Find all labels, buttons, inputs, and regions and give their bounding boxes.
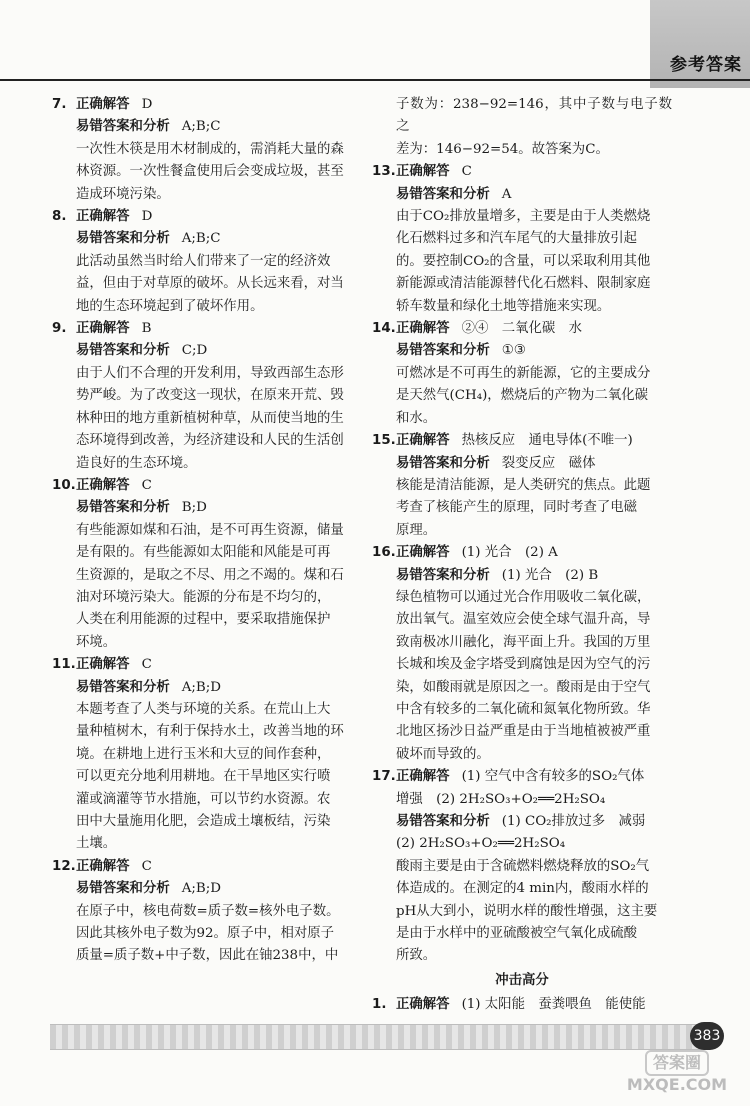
analysis-line: 长城和埃及金字塔受到腐蚀是因为空气的污 [396,657,651,673]
analysis-line: 灌或滴灌等节水措施，可以节约水资源。农 [76,791,331,807]
analysis-line: 林种田的地方重新植树种草，从而使当地的生 [76,410,344,426]
wrong-line [52,497,352,519]
analysis-line: 是有限的。有些能源如太阳能和风能是可再 [76,545,331,561]
page-number: 383 [690,1022,724,1050]
analysis-line: 林资源。一次性餐盒使用后会变成垃圾，甚至 [76,164,344,180]
wrong-line [372,565,672,587]
wrong-line [52,116,352,138]
analysis-line: 和水。 [396,410,437,426]
section-title: 冲击高分 [495,972,549,988]
item-number: 9. [52,321,67,337]
wrong-label: 易错答案和分析 [76,679,170,695]
analysis-line: 量种植树木，有利于保持水土，改善当地的环 [76,724,344,740]
answer-item [52,318,352,475]
correct-label: 正确解答 [76,477,130,493]
correct-answer: B [141,321,152,337]
item-number: 13. [372,164,396,180]
analysis-line: 差为：146−92=54。故答案为C。 [396,141,609,157]
wrong-answer: (1) CO₂排放过多 减弱 [501,814,646,829]
item-number: 8. [52,209,67,225]
analysis-line: 由于人们不合理的开发利用，导致西部生态形 [76,365,344,381]
analysis-line: 由于CO₂排放量增多，主要是由于人类燃烧 [396,209,651,225]
correct-answer: D [141,97,153,112]
analysis-line: 放出氧气。温室效应会使全球气温升高，导 [396,612,651,628]
wrong-line [52,878,352,900]
correct-answer: (1) 太阳能 蚕粪喂鱼 能使能 [461,997,646,1013]
wrong-answer-cont: (2) 2H₂SO₃+O₂══2H₂SO₄ [396,836,566,852]
analysis-line: 环境。 [76,634,117,650]
analysis-line: 地的生态环境起到了破坏作用。 [76,298,264,314]
analysis-line: 中含有较多的二氧化硫和氮氧化物所致。华 [396,701,651,717]
analysis-line: 化石燃料过多和汽车尾气的大量排放引起 [396,231,638,247]
correct-answer: (1) 光合 (2) A [461,545,558,561]
correct-label: 正确解答 [396,433,450,449]
wrong-answer: C;D [181,343,208,359]
analysis-line: 新能源或清洁能源替代化石燃料、限制家庭 [396,276,651,292]
wrong-line [372,340,672,362]
correct-answer-cont: 增强 (2) 2H₂SO₃+O₂══2H₂SO₄ [396,791,606,807]
analysis-line: 本题考查了人类与环境的关系。在荒山上大 [76,701,331,717]
correct-label: 正确解答 [76,209,130,225]
analysis-line: 北地区扬沙日益严重是由于当地植被被严重 [396,724,651,740]
analysis-line: 田中大量施用化肥，会造成土壤板结，污染 [76,814,331,829]
analysis-line: 益，但由于对草原的破坏。从长远来看，对当 [76,276,344,292]
correct-line [52,475,352,497]
analysis-line: 酸雨主要是由于含硫燃料燃烧释放的SO₂气 [396,858,650,874]
watermark-logo [612,1050,742,1100]
answer-item [52,94,352,206]
correct-line [372,161,672,183]
analysis-line: pH从大到小，说明水样的酸性增强，这主要 [396,903,658,919]
analysis-line: 人类在利用能源的过程中，要采取措施保护 [76,612,331,628]
analysis-line: 原理。 [396,522,437,538]
analysis-line: 绿色植物可以通过光合作用吸收二氧化碳， [396,589,651,605]
wrong-line [52,228,352,250]
correct-label: 正确解答 [396,321,450,337]
wrong-label: 易错答案和分析 [396,455,490,471]
correct-line [52,94,352,116]
analysis-line: 态环境得到改善，为经济建设和人民的生活创 [76,433,344,449]
wrong-line [52,677,352,699]
wrong-answer: ①③ [501,343,526,359]
analysis-line: 此活动虽然当时给人们带来了一定的经济效 [76,253,331,269]
analysis-line: 轿车数量和绿化土地等措施来实现。 [396,298,611,314]
correct-answer: C [141,858,152,874]
wrong-label: 易错答案和分析 [76,343,170,359]
correct-line [52,654,352,676]
correct-line [372,766,672,788]
wrong-line [372,184,672,206]
wrong-answer: A;B;D [181,679,222,695]
item-number: 10. [52,477,76,493]
correct-answer: C [141,477,152,493]
wrong-answer: B;D [181,500,207,516]
item-number: 17. [372,769,396,785]
analysis-line: 境。在耕地上进行玉米和大豆的间作套种， [76,746,331,762]
analysis-line: 所致。 [396,948,437,964]
correct-line [52,856,352,878]
analysis-line: 质量=质子数+中子数，因此在铀238中，中 [76,948,339,964]
answer-item [372,318,672,430]
correct-answer: (1) 空气中含有较多的SO₂气体 [461,769,645,785]
wrong-label: 易错答案和分析 [396,343,490,359]
analysis-line: 破坏而导致的。 [396,746,490,762]
wrong-label: 易错答案和分析 [396,567,490,583]
item-number: 14. [372,321,396,337]
analysis-line: 势严峻。为了改变这一现状，在原来开荒、毁 [76,388,344,404]
analysis-line: 子数为：238−92=146，其中子数与电子数之 [396,97,672,135]
watermark-line1: 答案圈 [645,1050,709,1076]
item-number: 16. [372,545,396,561]
wrong-label: 易错答案和分析 [76,881,170,897]
analysis-line: 的。要控制CO₂的含量，可以采取利用其他 [396,253,651,269]
analysis-line: 在原子中，核电荷数=质子数=核外电子数。 [76,903,340,919]
wrong-answer: A [501,186,512,202]
answer-item [372,430,672,542]
correct-label: 正确解答 [396,769,450,785]
correct-label: 正确解答 [396,164,450,180]
answer-item [372,766,672,968]
analysis-line: 土壤。 [76,836,117,852]
footer-band [50,1024,710,1050]
analysis-line: 致南极冰川融化，海平面上升。我国的万里 [396,634,651,650]
correct-answer: 热核反应 通电导体(不唯一) [461,433,633,449]
watermark-line2: MXQE.COM [626,1075,728,1094]
wrong-answer: A;B;C [181,119,221,135]
item-number: 11. [52,657,76,673]
correct-label: 正确解答 [76,858,130,874]
correct-label: 正确解答 [396,545,450,561]
wrong-label: 易错答案和分析 [76,500,170,516]
correct-answer: D [141,209,153,225]
analysis-line: 油对环境污染大。能源的分布是不均匀的， [76,589,331,605]
answer-item [52,856,352,968]
analysis-line: 考查了核能产生的原理，同时考查了电磁 [396,500,638,516]
wrong-label: 易错答案和分析 [76,231,170,247]
item-number: 1. [372,997,387,1013]
answer-item [372,161,672,318]
analysis-line: 是由于水样中的亚硫酸被空气氧化成硫酸 [396,926,638,942]
item-number: 12. [52,858,76,874]
analysis-line: 有些能源如煤和石油，是不可再生资源，储量 [76,522,344,538]
analysis-line: 可以更充分地利用耕地。在干旱地区实行喷 [76,769,331,785]
wrong-answer: A;B;D [181,881,222,897]
correct-label: 正确解答 [396,997,450,1013]
header-title: 参考答案 [670,55,742,75]
analysis-line: 是天然气(CH₄)，燃烧后的产物为二氧化碳 [396,388,648,404]
correct-line [372,318,672,340]
analysis-line: 造成环境污染。 [76,186,170,202]
analysis-line: 体造成的。在测定的4 min内，酸雨水样的 [396,881,649,897]
correct-line [52,206,352,228]
answer-item [372,542,672,766]
analysis-line: 染，如酸雨就是原因之一。酸雨是由于空气 [396,679,651,695]
analysis-line: 生资源的，是取之不尽、用之不竭的。煤和石 [76,567,344,583]
wrong-answer: A;B;C [181,231,221,247]
correct-label: 正确解答 [76,97,130,112]
header-rule [0,79,750,81]
item-number: 15. [372,433,396,449]
analysis-line: 一次性木筷是用木材制成的，需消耗大量的森 [76,141,344,157]
wrong-answer: 裂变反应 磁体 [501,455,596,471]
right-column [372,94,672,1017]
left-column [52,94,352,968]
wrong-label: 易错答案和分析 [396,814,490,829]
wrong-answer: (1) 光合 (2) B [501,567,599,583]
answer-item [52,475,352,654]
correct-answer: C [141,657,152,673]
wrong-line [52,340,352,362]
answer-item [52,206,352,318]
analysis-line: 因此其核外电子数为92。原子中，相对原子 [76,926,335,942]
correct-label: 正确解答 [76,321,130,337]
correct-label: 正确解答 [76,657,130,673]
analysis-line: 核能是清洁能源，是人类研究的焦点。此题 [396,477,651,493]
analysis-line: 造良好的生态环境。 [76,455,197,471]
item-number: 7. [52,97,67,112]
correct-answer: ②④ 二氧化碳 水 [461,321,583,337]
correct-line [372,542,672,564]
wrong-line [372,811,672,833]
wrong-label: 易错答案和分析 [396,186,490,202]
answer-item [52,654,352,856]
analysis-line: 可燃冰是不可再生的新能源，它的主要成分 [396,365,651,381]
correct-answer: C [461,164,472,180]
correct-line [372,430,672,452]
wrong-label: 易错答案和分析 [76,119,170,135]
correct-line [372,994,672,1016]
correct-line [52,318,352,340]
wrong-line [372,453,672,475]
